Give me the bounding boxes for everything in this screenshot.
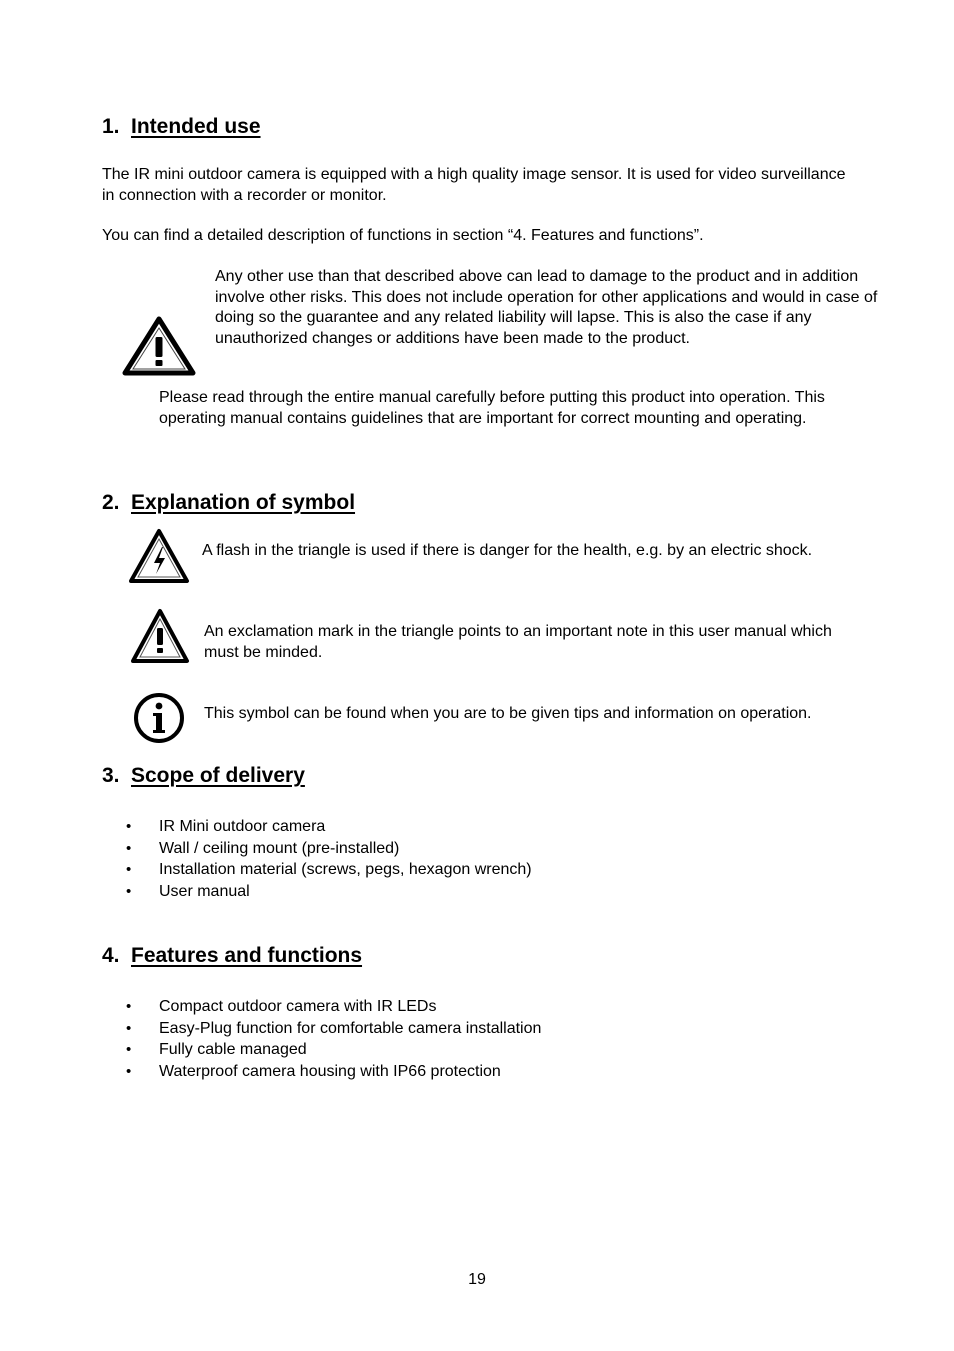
- list-item: • IR Mini outdoor camera: [102, 816, 532, 838]
- exclamation-triangle-icon: [130, 608, 190, 664]
- lightning-triangle-icon: [128, 528, 190, 584]
- features-list: [102, 996, 541, 1082]
- functions-reference-paragraph: You can find a detailed description of functions in section “4. Features and functions”.: [102, 227, 704, 244]
- section-heading-scope: [102, 764, 305, 788]
- list-item: • Waterproof camera housing with IP66 protection: [102, 1061, 541, 1083]
- list-item: • Wall / ceiling mount (pre-installed): [102, 838, 532, 860]
- section-title: Scope of delivery: [131, 764, 305, 787]
- section-title: Intended use: [131, 115, 261, 138]
- section-title: Explanation of symbol: [131, 491, 356, 514]
- warning-triangle-icon: [121, 315, 197, 377]
- list-item: • Fully cable managed: [102, 1039, 541, 1061]
- scope-list: [102, 816, 532, 902]
- section-title: Features and functions: [131, 944, 363, 967]
- info-circle-icon: [133, 692, 185, 744]
- read-manual-note: Please read through the entire manual carefully before putting this product into operation. This operating manual contains guidelines that are important for correct mounting and operating.: [159, 389, 825, 427]
- list-item: • Installation material (screws, pegs, hexagon wrench): [102, 859, 532, 881]
- section-heading-intended-use: [102, 115, 261, 139]
- section-heading-symbols: [102, 491, 355, 515]
- section-heading-features: [102, 944, 362, 968]
- warning-paragraph: Any other use than that described above can lead to damage to the product and in addition involve other risks. This does not include operation for other applications and would in case of doing so the guarantee and any related liability will lapse. This is also the case if any unauthorized changes or additions have been made to the product.: [215, 268, 878, 347]
- symbol-info-text: This symbol can be found when you are to be given tips and information on operation.: [204, 705, 812, 722]
- page-number: 19: [468, 1271, 486, 1288]
- section-number: 4.: [102, 944, 120, 967]
- list-item: • Compact outdoor camera with IR LEDs: [102, 996, 541, 1018]
- section-number: 1.: [102, 115, 120, 138]
- symbol-exclamation-text: An exclamation mark in the triangle points to an important note in this user manual which must be minded.: [204, 623, 832, 661]
- section-number: 3.: [102, 764, 120, 787]
- section-number: 2.: [102, 491, 120, 514]
- list-item: • User manual: [102, 881, 532, 903]
- symbol-lightning-text: A flash in the triangle is used if there is danger for the health, e.g. by an electric shock.: [202, 542, 813, 559]
- list-item: • Easy-Plug function for comfortable camera installation: [102, 1018, 541, 1040]
- intended-use-paragraph: The IR mini outdoor camera is equipped with a high quality image sensor. It is used for video surveillance in connection with a recorder or monitor.: [102, 166, 846, 204]
